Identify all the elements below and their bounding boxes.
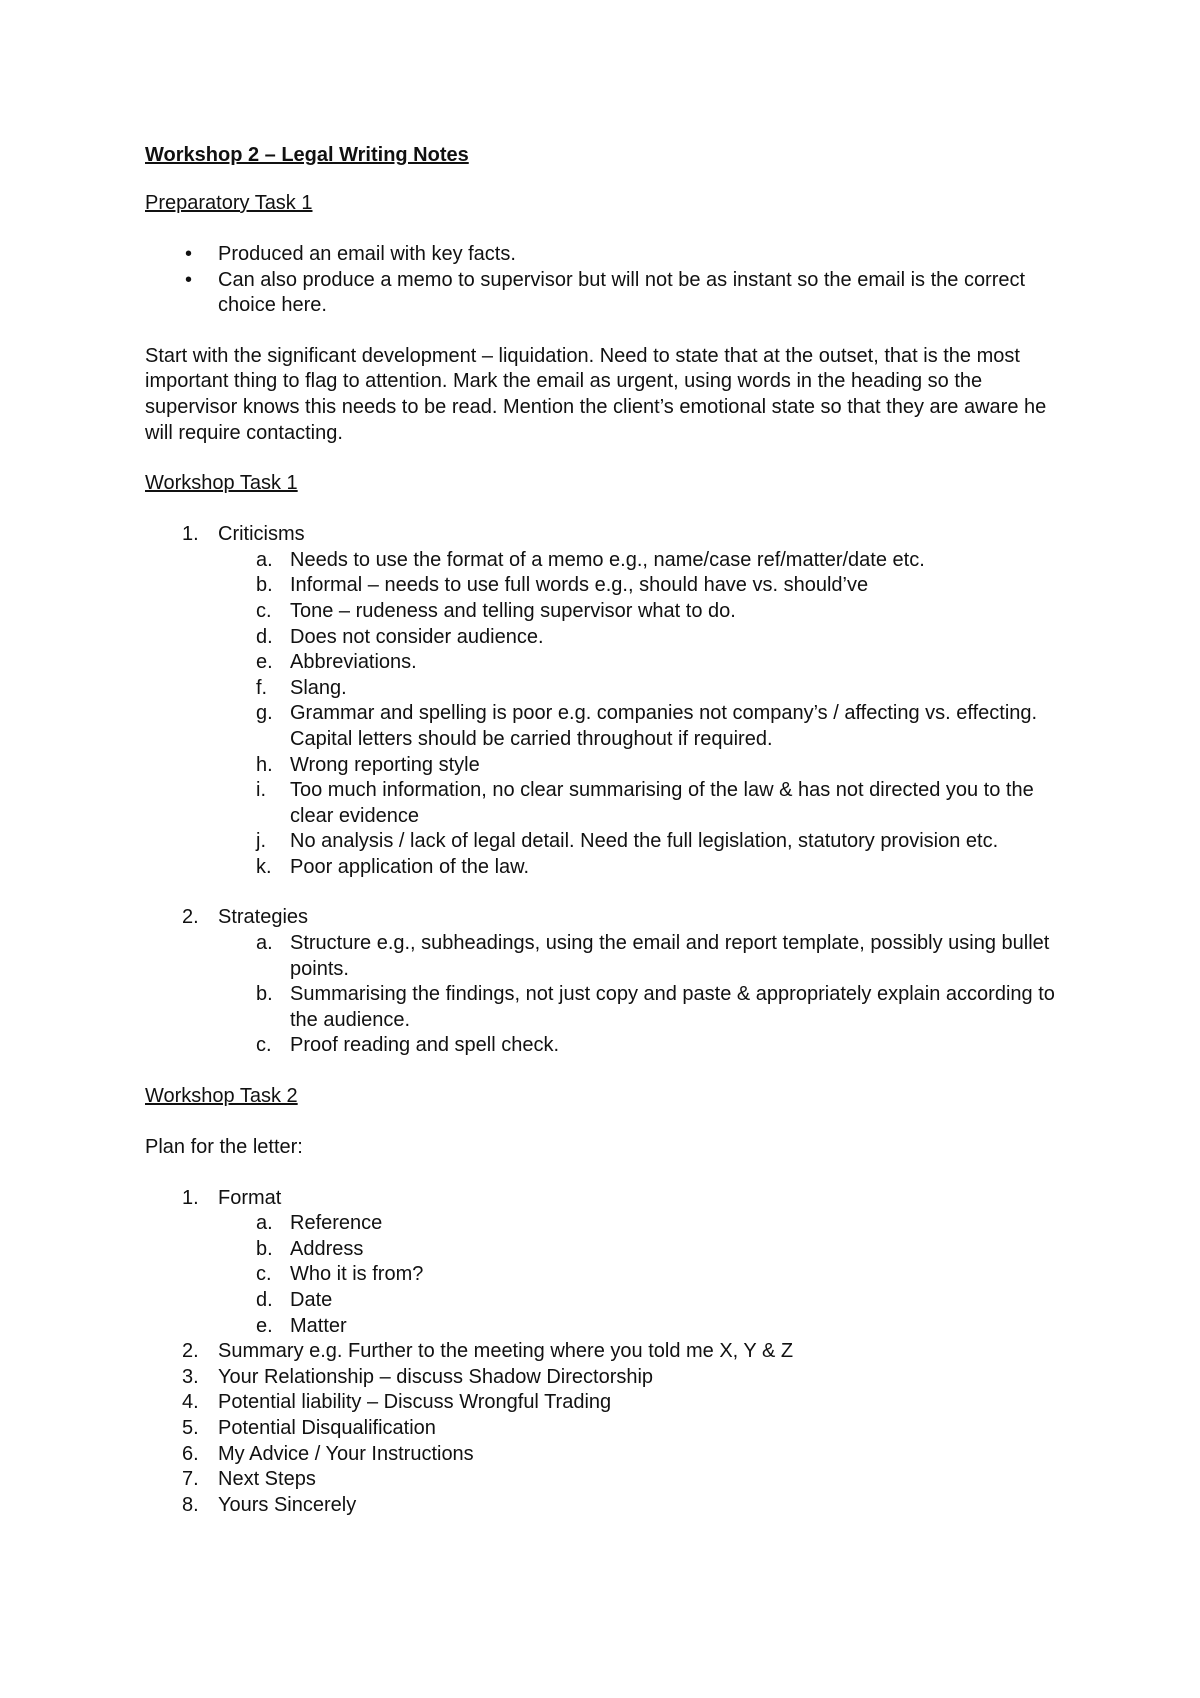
heading-workshop-task-1: Workshop Task 1 — [145, 472, 298, 495]
list-number: 2. — [182, 1340, 199, 1363]
list-item — [145, 1390, 1065, 1416]
list-item: a. Reference — [256, 1212, 383, 1235]
prep-paragraph: Start with the significant development – liquidation. Need to state that at the outset, that is the most important thing to flag to attention. Mark the email as urgent, using words in the heading so the supervisor knows this needs to be read. Mention the client’s emotional state so that they are aware he will require contacting. — [145, 344, 1047, 444]
list-number: 1. — [182, 523, 199, 546]
list-item: e. Abbreviations. — [256, 651, 417, 674]
bullet-icon: • — [185, 268, 193, 291]
list-item: a. Structure e.g., subheadings, using the email and report template, possibly using bullet points. — [256, 932, 1050, 980]
list-item — [145, 905, 1065, 1059]
list-item: k. Poor application of the law. — [256, 855, 530, 878]
list-item — [145, 1467, 1065, 1493]
list-item: c. Proof reading and spell check. — [256, 1034, 560, 1057]
list-item: e. Matter — [256, 1314, 347, 1337]
list-item: • Produced an email with key facts. — [145, 242, 1065, 268]
list-number: 1. — [182, 1186, 199, 1209]
list-number: 7. — [182, 1468, 199, 1491]
list-item-label: Potential Disqualification — [218, 1416, 436, 1439]
list-item-label: My Advice / Your Instructions — [218, 1442, 474, 1465]
list-number: 8. — [182, 1493, 199, 1516]
list-item: c. Who it is from? — [256, 1263, 424, 1286]
list-item: g. Grammar and spelling is poor e.g. companies not company’s / affecting vs. effecting. Capital letters should be carried throughout if required. — [256, 702, 1038, 750]
list-item — [145, 1186, 1065, 1340]
list-number: 3. — [182, 1365, 199, 1388]
list-item: b. Address — [256, 1237, 364, 1260]
list-item — [145, 1493, 1065, 1519]
list-item-label: Potential liability – Discuss Wrongful Trading — [218, 1391, 612, 1414]
list-item-label: Criticisms — [218, 523, 305, 546]
list-item-label: Your Relationship – discuss Shadow Directorship — [218, 1365, 654, 1388]
heading-workshop-task-2: Workshop Task 2 — [145, 1085, 298, 1108]
list-item: d. Date — [256, 1289, 333, 1311]
list-item: h. Wrong reporting style — [256, 753, 480, 776]
task2-intro: Plan for the letter: — [145, 1136, 303, 1159]
list-item: • Can also produce a memo to supervisor but will not be as instant so the email is the correct choice here. — [185, 268, 1026, 317]
list-item-label: Summary e.g. Further to the meeting where you told me X, Y & Z — [218, 1340, 794, 1363]
list-item: f. Slang. — [256, 676, 347, 699]
list-item — [145, 1339, 1065, 1365]
list-item: a. Needs to use the format of a memo e.g., name/case ref/matter/date etc. — [256, 548, 925, 571]
list-number: 5. — [182, 1416, 199, 1439]
list-item: c. Tone – rudeness and telling supervisor what to do. — [256, 599, 736, 622]
list-number: 2. — [182, 906, 199, 929]
list-item-label: Format — [218, 1186, 282, 1209]
strategies-sublist — [145, 931, 1065, 1059]
document-page — [145, 143, 1065, 1543]
list-item — [145, 522, 1065, 880]
list-item-label: Yours Sincerely — [218, 1493, 357, 1516]
list-item: b. Informal – needs to use full words e.g., should have vs. should’ve — [256, 574, 869, 597]
list-item: b. Summarising the findings, not just copy and paste & appropriately explain according to the audience. — [256, 983, 1055, 1031]
list-item — [145, 1442, 1065, 1468]
list-item: i. Too much information, no clear summarising of the law & has not directed you to the clear evidence — [256, 779, 1034, 827]
document-title: Workshop 2 – Legal Writing Notes — [145, 144, 469, 166]
list-item: d. Does not consider audience. — [256, 625, 544, 648]
list-item — [145, 1365, 1065, 1391]
bullet-icon: • — [185, 243, 193, 265]
list-item-label: Next Steps — [218, 1468, 316, 1491]
list-item-label: Strategies — [218, 906, 309, 929]
task2-numbered-list — [145, 1186, 1065, 1519]
task1-numbered-list — [145, 522, 1065, 1059]
list-number: 6. — [182, 1442, 199, 1465]
list-item: j. No analysis / lack of legal detail. Need the full legislation, statutory provision etc. — [256, 830, 999, 853]
prep-bullet-list — [145, 242, 1065, 319]
format-sublist — [145, 1211, 1065, 1339]
heading-preparatory-task-1: Preparatory Task 1 — [145, 192, 313, 214]
list-number: 4. — [182, 1391, 199, 1414]
list-item — [145, 1416, 1065, 1442]
criticisms-sublist — [145, 548, 1065, 881]
